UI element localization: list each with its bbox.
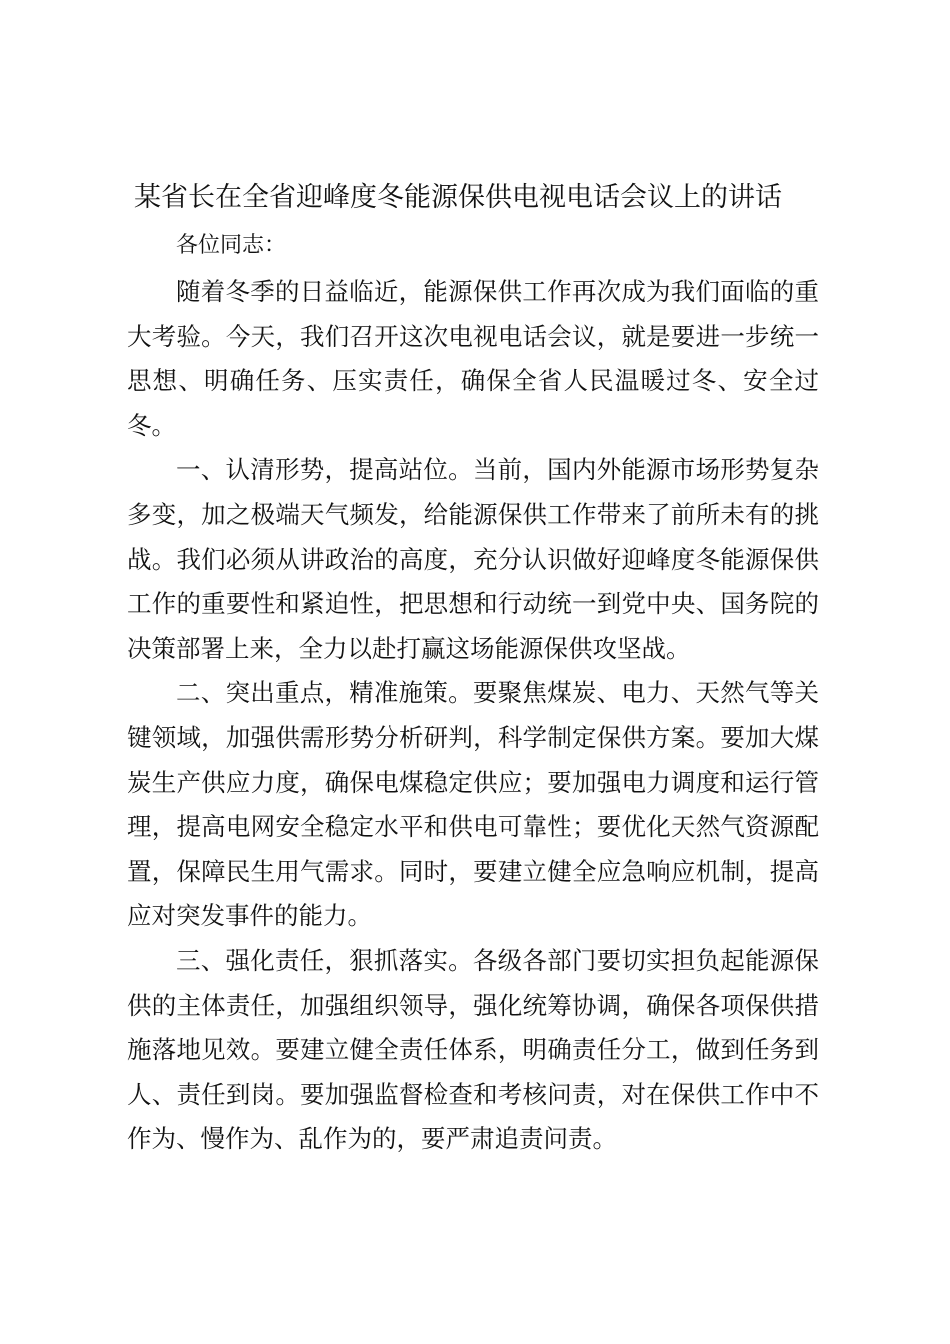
paragraph-section-1: 一、认清形势，提高站位。当前，国内外能源市场形势复杂多变，加之极端天气频发，给能源保供工作带来了前所未有的挑战。我们必须从讲政治的高度，充分认识做好迎峰度冬能源保供工作的重要性和紧迫性，把思想和行动统一到党中央、国务院的决策部署上来，全力以赴打赢这场能源保供攻坚战。: [127, 455, 819, 663]
paragraph-section-3: 三、强化责任，狠抓落实。各级各部门要切实担负起能源保供的主体责任，加强组织领导，强化统筹协调，确保各项保供措施落地见效。要建立健全责任体系，明确责任分工，做到任务到人、责任到岗。要加强监督检查和考核问责，对在保供工作中不作为、慢作为、乱作为的，要严肃追责问责。: [127, 945, 819, 1154]
paragraph-section-2: 二、突出重点，精准施策。要聚焦煤炭、电力、天然气等关键领域，加强供需形势分析研判，科学制定保供方案。要加大煤炭生产供应力度，确保电煤稳定供应；要加强电力调度和运行管理，提高电网安全稳定水平和供电可靠性；要优化天然气资源配置，保障民生用气需求。同时，要建立健全应急响应机制，提高应对突发事件的能力。: [127, 678, 819, 931]
salutation: 各位同志：: [176, 233, 287, 258]
paragraph-intro: 随着冬季的日益临近，能源保供工作再次成为我们面临的重大考验。今天，我们召开这次电视电话会议，就是要进一步统一思想、明确任务、压实责任，确保全省人民温暖过冬、安全过冬。: [127, 277, 819, 440]
document-body: [127, 270, 819, 1162]
document-title: 某省长在全省迎峰度冬能源保供电视电话会议上的讲话: [134, 182, 782, 213]
